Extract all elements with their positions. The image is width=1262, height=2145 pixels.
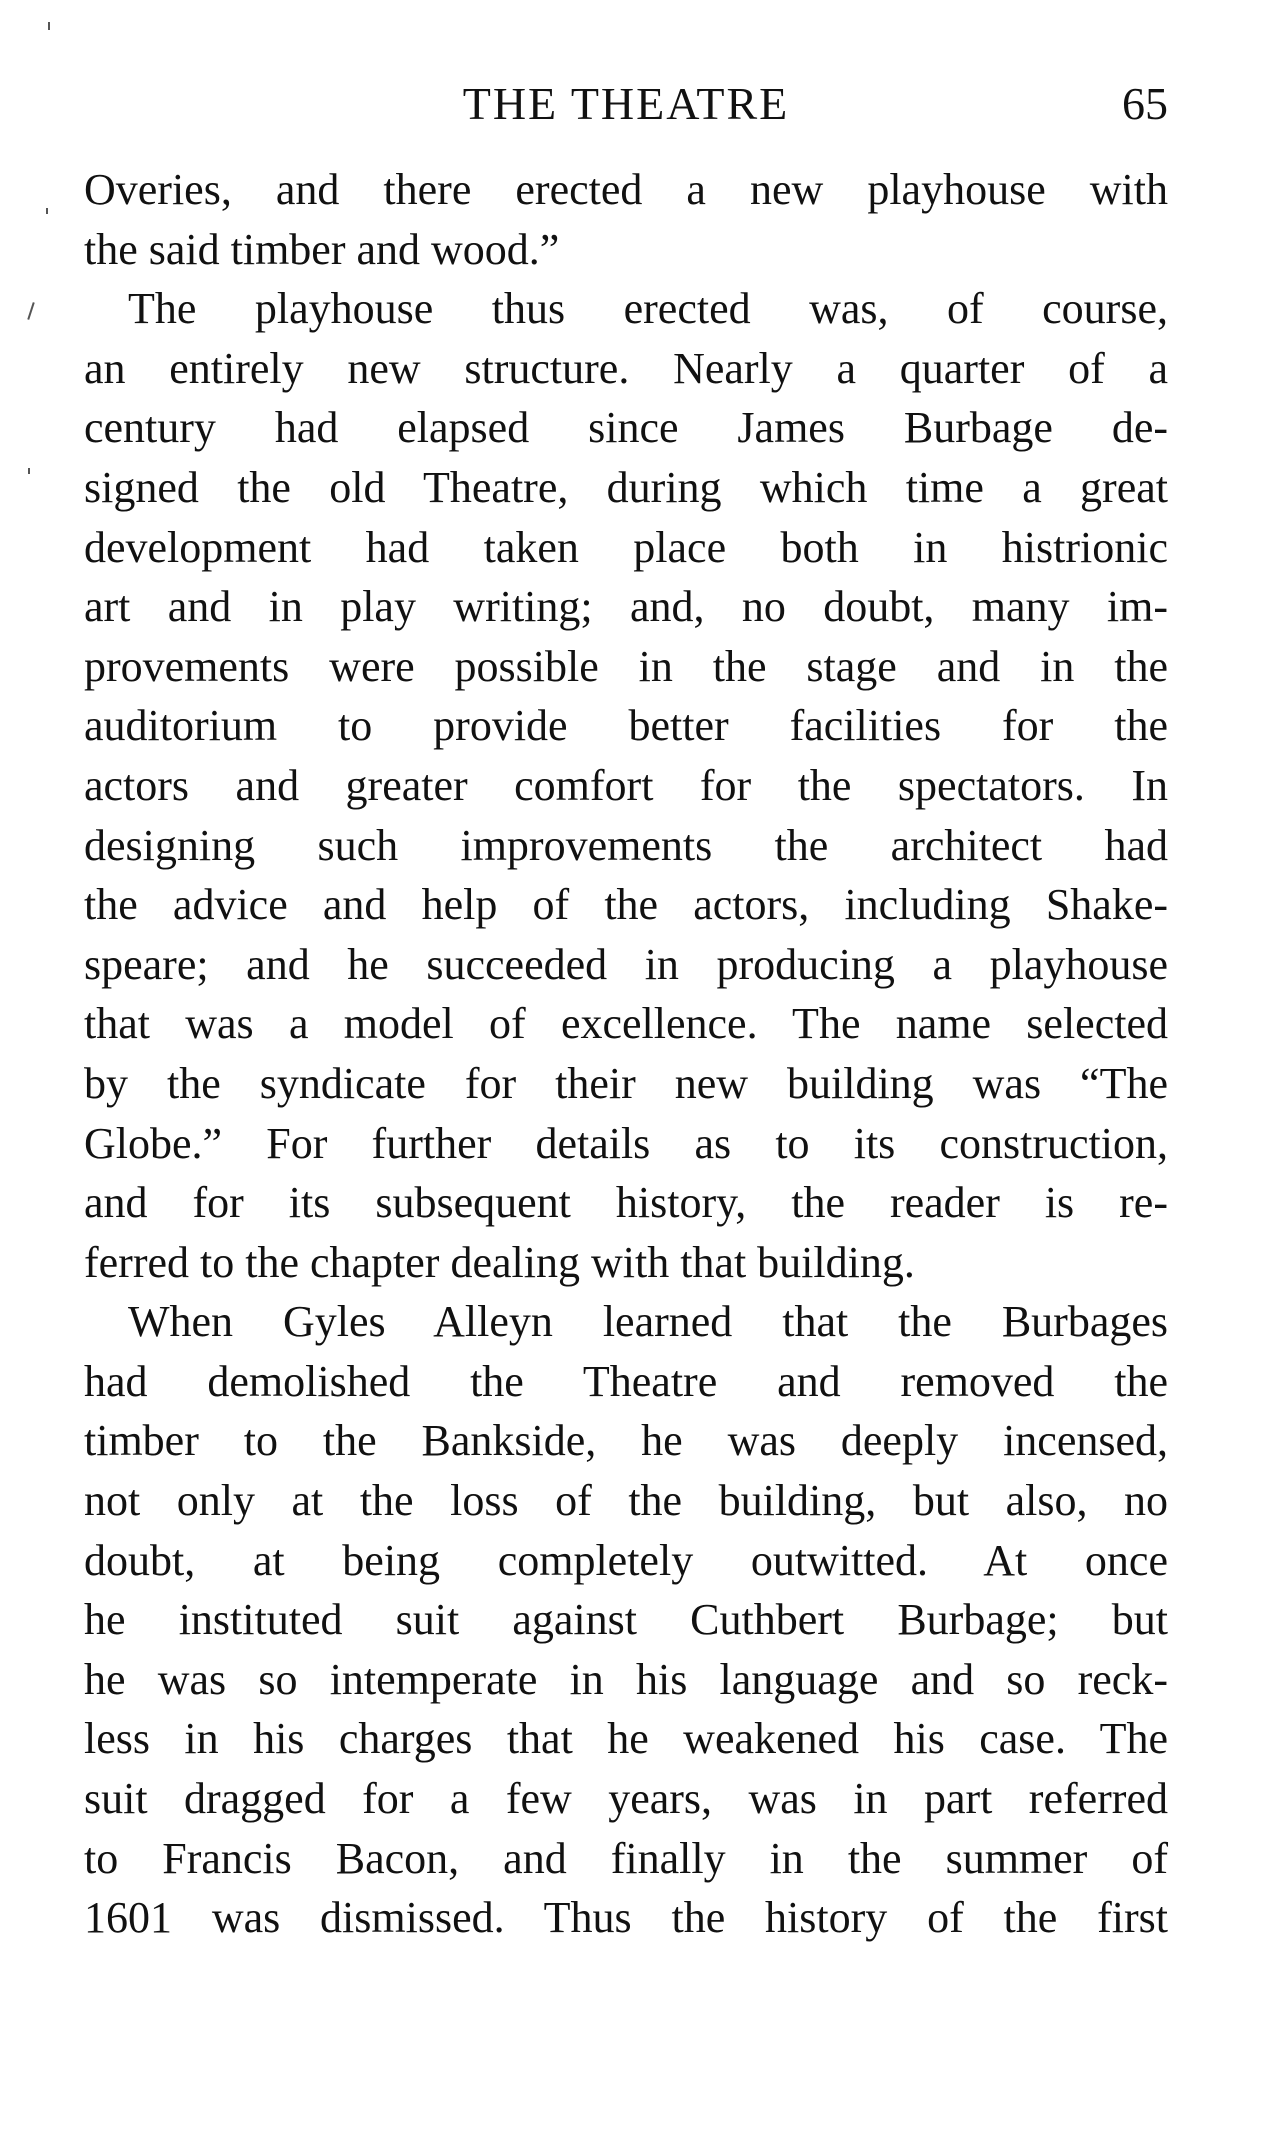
- text-line: doubt, at being completely outwitted. At once: [84, 1535, 1168, 1585]
- running-head: [84, 74, 1168, 134]
- text-line: had demolished the Theatre and removed the: [84, 1356, 1168, 1406]
- margin-mark: [48, 22, 50, 30]
- page-number: 65: [1122, 78, 1168, 129]
- body-text: [84, 160, 1168, 1948]
- text-line: suit dragged for a few years, was in part referred: [84, 1774, 1168, 1824]
- text-line: less in his charges that he weakened his case. The: [84, 1714, 1168, 1764]
- margin-mark: [46, 208, 48, 214]
- text-line: not only at the loss of the building, but also, no: [84, 1476, 1168, 1526]
- text-line: he was so intemperate in his language and so reck-: [84, 1654, 1168, 1704]
- text-line: the said timber and wood.”: [84, 224, 560, 274]
- text-line: signed the old Theatre, during which time a great: [84, 462, 1168, 512]
- text-line: art and in play writing; and, no doubt, many im-: [84, 582, 1168, 632]
- text-line: timber to the Bankside, he was deeply incensed,: [84, 1416, 1168, 1466]
- text-line: auditorium to provide better facilities for the: [84, 701, 1168, 751]
- text-line: provements were possible in the stage and in the: [84, 641, 1168, 691]
- text-line: he instituted suit against Cuthbert Burbage; but: [84, 1595, 1168, 1645]
- running-head-title: THE THEATRE: [462, 78, 790, 129]
- text-line: designing such improvements the architect had: [84, 820, 1168, 870]
- text-line: Globe.” For further details as to its construction,: [84, 1118, 1168, 1168]
- text-line: an entirely new structure. Nearly a quarter of a: [84, 343, 1168, 393]
- text-line: development had taken place both in histrionic: [84, 522, 1168, 572]
- text-line: actors and greater comfort for the spectators. In: [84, 760, 1168, 810]
- paragraph-alleyn: [84, 1292, 1168, 1948]
- text-line: The playhouse thus erected was, of course,: [128, 284, 1168, 334]
- paragraph-continued: [84, 160, 1168, 279]
- text-line: century had elapsed since James Burbage de-: [84, 403, 1168, 453]
- text-line: that was a model of excellence. The name selected: [84, 999, 1168, 1049]
- text-line: When Gyles Alleyn learned that the Burbages: [128, 1297, 1168, 1347]
- text-line: 1601 was dismissed. Thus the history of the first: [84, 1893, 1168, 1943]
- text-line: by the syndicate for their new building was “The: [84, 1058, 1168, 1108]
- text-line: speare; and he succeeded in producing a playhouse: [84, 939, 1168, 989]
- text-line: and for its subsequent history, the reader is re-: [84, 1178, 1168, 1228]
- paragraph-playhouse: [84, 279, 1168, 1292]
- text-line: ferred to the chapter dealing with that building.: [84, 1237, 915, 1287]
- text-line: to Francis Bacon, and finally in the summer of: [84, 1833, 1168, 1883]
- margin-mark: [28, 468, 30, 474]
- text-line: Overies, and there erected a new playhouse with: [84, 165, 1168, 214]
- text-line: the advice and help of the actors, including Shake-: [84, 880, 1168, 930]
- margin-mark: [27, 302, 34, 320]
